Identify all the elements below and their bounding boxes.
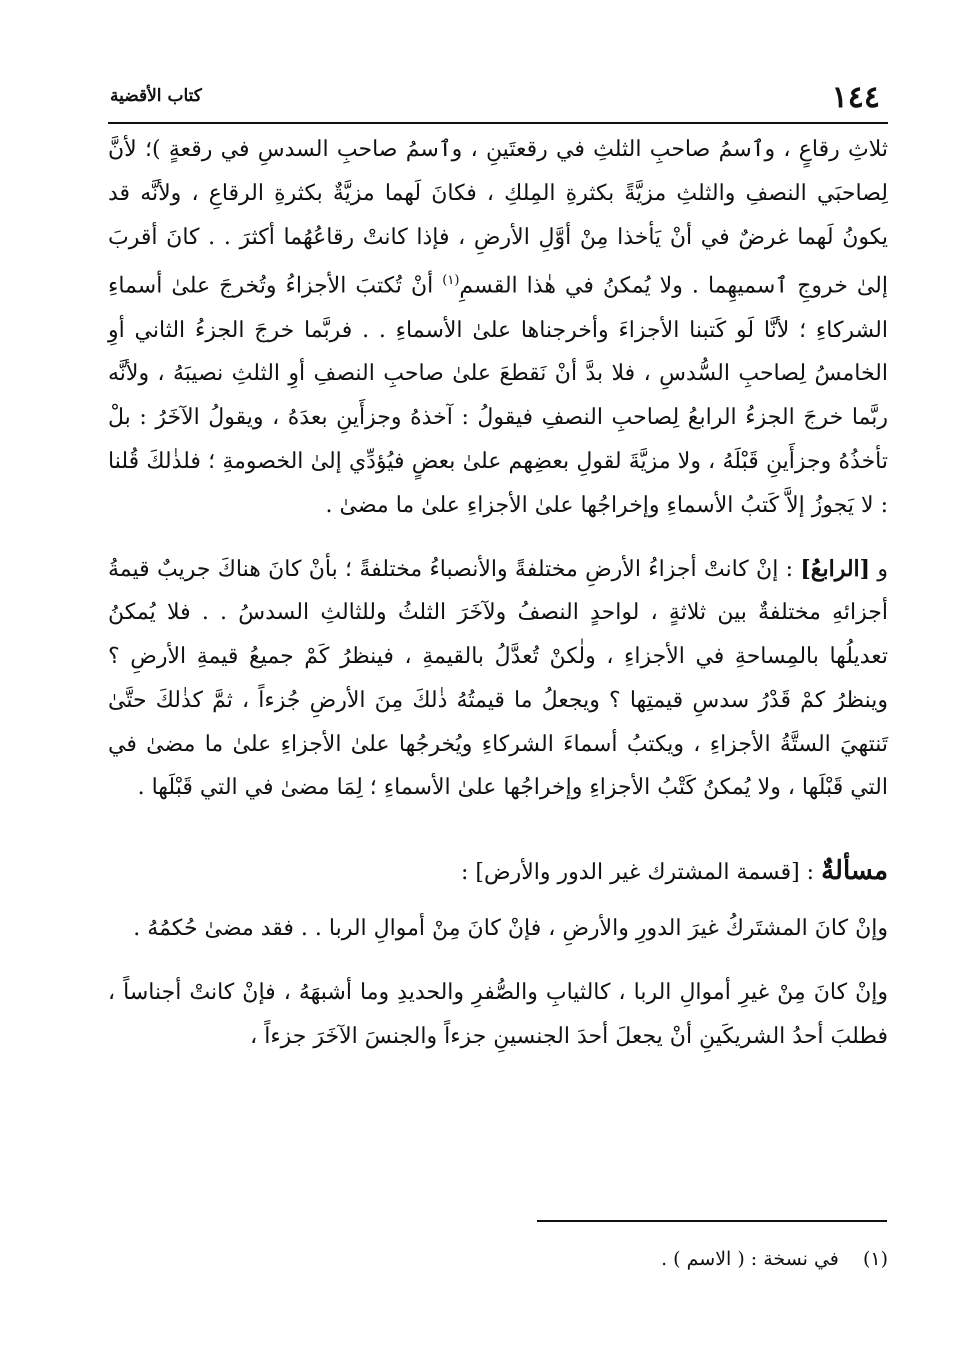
paragraph-prefix: و [870, 556, 888, 582]
paragraph-fourth-case [108, 548, 888, 811]
paragraph-3-text: وإنْ كانَ المشتَركُ غيرَ الدورِ والأرضِ ، فإنْ كانَ مِنْ أموالِ الربا . . فقد مضىٰ حُكمُهُ . [133, 916, 888, 942]
book-title: كتاب الأقضية [110, 86, 202, 106]
footnote-reference: (١) [442, 273, 460, 289]
paragraph-1-text: ثلاثِ رقاعٍ ، وٱسمُ صاحبِ الثلثِ في رقعتَينِ ، وٱسمُ صاحبِ السدسِ في رقعةٍ )؛ لأنَّ لِصاحبَي النصفِ والثلثِ مزيَّةً بكثرةِ المِلكِ ، فكانَ لَهما مزيَّةٌ بكثرةِ الرقاعِ ، ولأنَّه قد يكونُ لَهما غرضٌ في أنْ يَأخذا مِنْ أوَّلِ الأرضِ ، فإذا كانتْ رقاعُهُما أكثرَ . . كانَ أقربَ إلىٰ خروجِ ٱسميهِما . ولا يُمكنُ في هٰذا القسمِ [108, 137, 888, 299]
footnote-separator [537, 1220, 887, 1222]
section-heading [108, 850, 888, 895]
paragraph-4-text: وإنْ كانَ مِنْ غيرِ أموالِ الربا ، كالثيابِ والصُّفرِ والحديدِ وما أشبهَهُ ، فإنْ كانتْ أجناساً ، فطلبَ أحدُ الشريكَينِ أنْ يجعلَ أحدَ الجنسينِ جزءاً والجنسَ الآخَرَ جزءاً ، [108, 979, 888, 1049]
footnote-number: (١) [862, 1248, 888, 1270]
page-number: ١٤٤ [831, 80, 880, 115]
footnote [661, 1248, 888, 1270]
paragraph-1-rest: أنْ تُكتبَ الأجزاءُ وتُخرجَ علىٰ أسماءِ الشركاءِ ؛ لأنَّا لَو كَتبنا الأجزاءَ وأخرجناها علىٰ الأسماءِ . . فربَّما خرجَ الجزءُ الثاني أوِ الخامسُ لِصاحبِ السُّدسِ ، فلا بدَّ أنْ نَقطعَ علىٰ صاحبِ النصفِ أوِ الثلثِ نصيبَهُ ، ولأنَّه ربَّما خرجَ الجزءُ الرابعُ لِصاحبِ النصفِ فيقولُ : آخذهُ وجزأَينِ بعدَهُ ، ويقولُ الآخَرُ : بلْ تأخذُهُ وجزأَينِ قَبْلَهُ ، ولا مزيَّةَ لقولِ بعضِهم علىٰ بعضٍ فيُؤدِّي إلىٰ الخصومةِ ؛ فلذٰلكَ قُلنا : لا يَجوزُ إلاَّ كَتبُ الأسماءِ وإخراجُها علىٰ الأجزاءِ علىٰ ما مضىٰ . [108, 273, 888, 518]
paragraph-4 [108, 971, 888, 1059]
masala-label: مسألةٌ [821, 856, 888, 887]
masala-title: : [قسمة المشترك غير الدور والأرض] : [461, 860, 822, 886]
paragraph-1 [108, 128, 888, 528]
main-text [108, 128, 888, 1058]
running-header [110, 80, 880, 120]
header-rule [108, 122, 888, 124]
footnote-text: في نسخة : ( الاسم ) . [661, 1248, 839, 1270]
fourth-case-label: [الرابعُ] [800, 555, 871, 582]
paragraph-2-text: : إنْ كانتْ أجزاءُ الأرضِ مختلفةً والأنصباءُ مختلفةً ؛ بأنْ كانَ هناكَ جريبٌ قيمةُ أجزائهِ مختلفةٌ بين ثلاثةٍ ، لواحدٍ النصفُ ولآخَرَ الثلثُ وللثالثِ السدسُ . . فلا يُمكنُ تعديلُها بالمِساحةِ في الأجزاءِ ، ولٰكنْ تُعدَّلُ بالقيمةِ ، فينظرُ كَمْ جميعُ قيمةِ الأرضِ ؟ وينظرُ كمْ قَدْرُ سدسِ قيمتِها ؟ ويجعلُ ما قيمتُهُ ذٰلكَ مِنَ الأرضِ جُزءاً ، ثمَّ كذٰلكَ حتَّىٰ تَنتهيَ الستَّةُ الأجزاءِ ، ويكتبُ أسماءَ الشركاءِ ويُخرجُها علىٰ الأجزاءِ علىٰ ما مضىٰ في التي قَبْلَها ، ولا يُمكنُ كَتْبُ الأجزاءِ وإخراجُها علىٰ الأسماءِ ؛ لِمَا مضىٰ في التي قَبْلَها . [108, 556, 888, 801]
paragraph-3 [108, 907, 888, 951]
